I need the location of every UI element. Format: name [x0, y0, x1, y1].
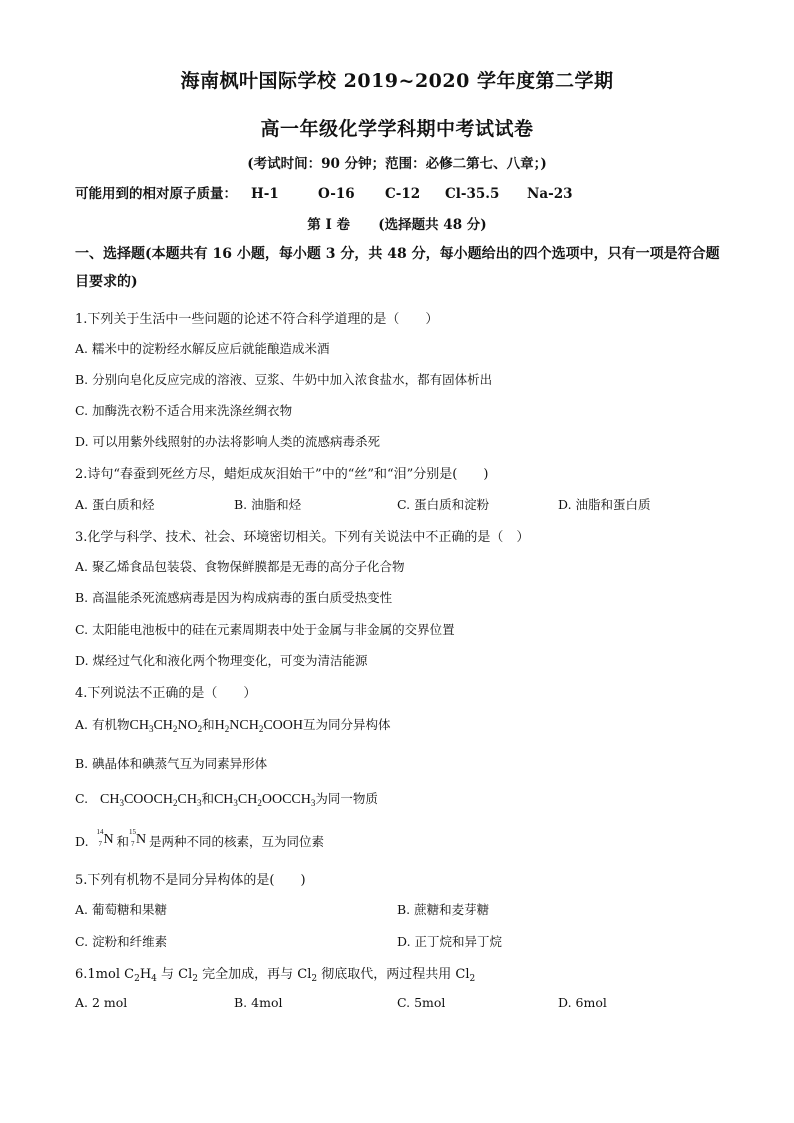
question-3-option-b: B. 高温能杀死流感病毒是因为构成病毒的蛋白质受热变性: [75, 590, 393, 605]
question-6-option-a: A. 2 mol: [75, 995, 128, 1010]
question-3-option-c: C. 太阳能电池板中的硅在元素周期表中处于金属与非金属的交界位置: [75, 622, 455, 637]
question-2-option-b: B. 油脂和烃: [234, 497, 302, 512]
atomic-mass-h: H-1: [251, 186, 279, 202]
question-4-option-b: B. 碘晶体和碘蒸气互为同素异形体: [75, 756, 268, 771]
atomic-mass-cl: Cl-35.5: [445, 186, 500, 202]
exam-subtitle: 高一年级化学学科期中考试试卷: [260, 118, 534, 140]
question-4-stem: 4.下列说法不正确的是（ ）: [75, 686, 257, 701]
question-4-option-a: A. 有机物$CH_3CH_2NO_2$和$H_2NCH_2COOH$互为同分异构体: [75, 717, 391, 734]
nuclide-n14: 14 7 N: [96, 828, 114, 848]
atomic-mass-c: C-12: [385, 186, 421, 202]
atomic-mass-na: Na-23: [527, 186, 573, 202]
question-3-stem: 3.化学与科学、技术、社会、环境密切相关。下列有关说法中不正确的是（ ）: [75, 530, 530, 545]
formula-h2nch2cooh: $H_2NCH_2COOH$: [214, 718, 303, 734]
question-5-stem: 5.下列有机物不是同分异构体的是( ): [75, 873, 306, 888]
question-6-option-d: D. 6mol: [558, 995, 607, 1010]
formula-ch3ch2oocch3: $CH_3CH_2OOCCH_3$: [213, 792, 316, 808]
volume-heading: 第 I 卷 (选择题共 48 分): [307, 217, 487, 233]
question-5-option-a: A. 葡萄糖和果糖: [75, 902, 167, 917]
question-3-option-a: A. 聚乙烯食品包装袋、食物保鲜膜都是无毒的高分子化合物: [75, 559, 405, 574]
question-6-option-b: B. 4mol: [234, 995, 283, 1010]
section-instructions: 一、选择题(本题共有 16 小题，每小题 3 分，共 48 分，每小题给出的四个选项中，只有一项是符合题目要求的): [75, 246, 720, 290]
question-1-option-c: C. 加酶洗衣粉不适合用来洗涤丝绸衣物: [75, 403, 293, 418]
question-3-option-d: D. 煤经过气化和液化两个物理变化，可变为清洁能源: [75, 653, 368, 668]
formula-ch3cooch2ch3: $CH_3COOCH_2CH_3$: [100, 792, 202, 808]
exam-info: (考试时间：90 分钟；范围：必修二第七、八章；): [247, 156, 547, 172]
question-4-option-c: C. $CH_3COOCH_2CH_3$和$CH_3CH_2OOCCH_3$为同一物质: [75, 791, 378, 808]
question-1-option-d: D. 可以用紫外线照射的办法将影响人类的流感病毒杀死: [75, 434, 381, 449]
atomic-masses-line: [75, 182, 572, 202]
exam-title: 海南枫叶国际学校 2019~2020 学年度第二学期: [180, 70, 614, 92]
question-6-stem: 6.1mol $C_2H_4$ 与 $Cl_2$ 完全加成，再与 $Cl_2$ 彻底取代，两过程共用 $Cl_2$: [75, 967, 476, 984]
question-2-option-d: D. 油脂和蛋白质: [558, 497, 651, 512]
question-6-option-c: C. 5mol: [397, 995, 446, 1010]
question-1-option-b: B. 分别向皂化反应完成的溶液、豆浆、牛奶中加入浓食盐水，都有固体析出: [75, 372, 493, 387]
question-1-stem: 1.下列关于生活中一些问题的论述不符合科学道理的是（ ）: [75, 312, 439, 327]
question-2-option-a: A. 蛋白质和烃: [75, 497, 155, 512]
question-5-option-c: C. 淀粉和纤维素: [75, 934, 168, 949]
question-5-option-b: B. 蔗糖和麦芽糖: [397, 902, 490, 917]
question-2-option-c: C. 蛋白质和淀粉: [397, 497, 490, 512]
question-4-option-d: D. 14 7 N 和 15 7 N 是两种不同的核素，互为同位素: [75, 828, 325, 849]
nuclide-n15: 15 7 N: [129, 828, 147, 848]
question-2-stem: 2.诗句“春蚕到死丝方尽，蜡炬成灰泪始干”中的“丝”和“泪”分别是( ): [75, 467, 489, 482]
question-5-option-d: D. 正丁烷和异丁烷: [397, 934, 503, 949]
formula-ch3ch2no2: $CH_3CH_2NO_2$: [129, 718, 203, 734]
atomic-mass-o: O-16: [318, 186, 355, 202]
question-1-option-a: A. 糯米中的淀粉经水解反应后就能酿造成米酒: [75, 341, 330, 356]
atomic-masses-label: 可能用到的相对原子质量：: [75, 186, 237, 202]
